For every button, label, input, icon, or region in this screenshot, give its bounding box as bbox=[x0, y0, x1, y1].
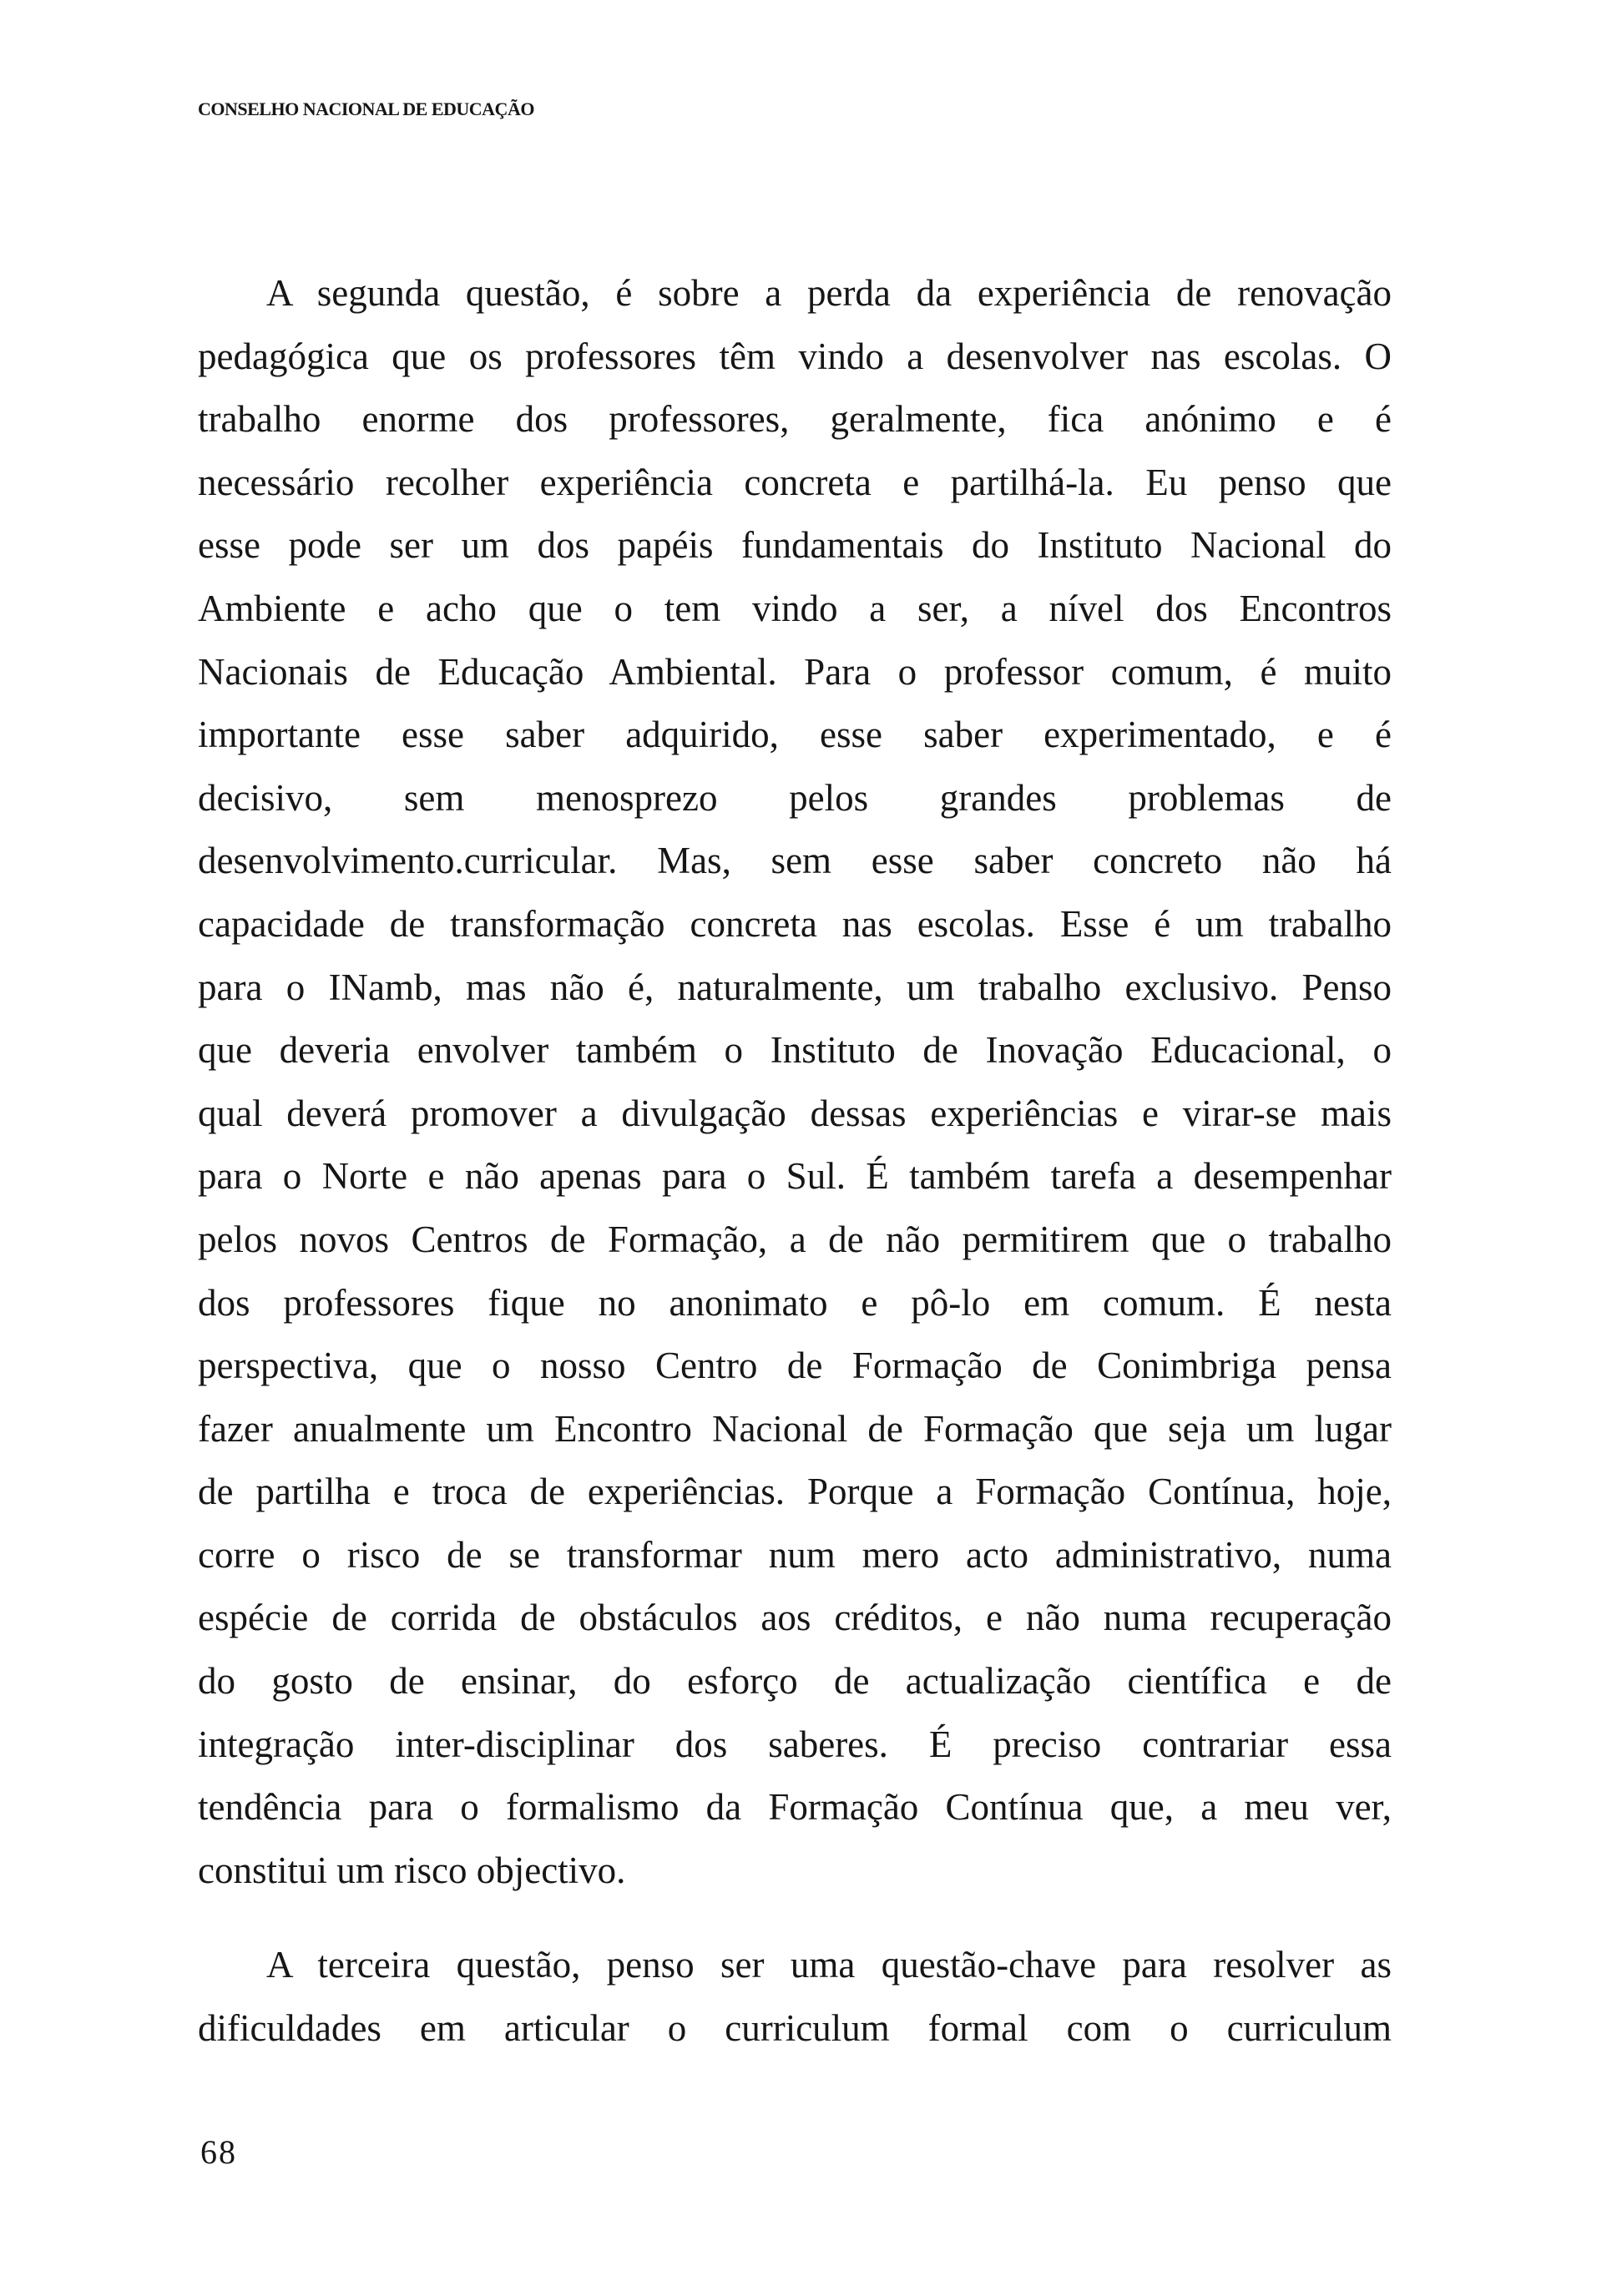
page-number: 68 bbox=[200, 2133, 237, 2171]
text-line: importante esse saber adquirido, esse saber experimentado, e é bbox=[198, 714, 1392, 756]
text-line: integração inter-disciplinar dos saberes. É preciso contrariar essa bbox=[198, 1723, 1392, 1765]
paragraph-second-question bbox=[198, 262, 1392, 1902]
text-line: de partilha e troca de experiências. Porque a Formação Contínua, hoje, bbox=[198, 1471, 1392, 1513]
text-line: A terceira questão, penso ser uma questão-chave para resolver as bbox=[266, 1944, 1392, 1986]
text-line: para o INamb, mas não é, naturalmente, um trabalho exclusivo. Penso bbox=[198, 966, 1392, 1008]
text-line: tendência para o formalismo da Formação Contínua que, a meu ver, bbox=[198, 1786, 1392, 1829]
text-line: para o Norte e não apenas para o Sul. É também tarefa a desempenhar bbox=[198, 1155, 1392, 1198]
text-line: capacidade de transformação concreta nas escolas. Esse é um trabalho bbox=[198, 902, 1392, 945]
text-line: desenvolvimento.curricular. Mas, sem esse saber concreto não há bbox=[198, 840, 1392, 882]
text-line: constitui um risco objectivo. bbox=[198, 1849, 626, 1891]
text-line: que deveria envolver também o Instituto de Inovação Educacional, o bbox=[198, 1029, 1392, 1072]
text-line: necessário recolher experiência concreta e partilhá-la. Eu penso que bbox=[198, 461, 1392, 503]
text-line: dificuldades em articular o curriculum formal com o curriculum bbox=[198, 2006, 1392, 2049]
running-header: CONSELHO NACIONAL DE EDUCAÇÃO bbox=[198, 98, 534, 119]
text-line: do gosto de ensinar, do esforço de actualização científica e de bbox=[198, 1660, 1392, 1703]
text-line: decisivo, sem menosprezo pelos grandes problemas de bbox=[198, 776, 1392, 819]
text-line: dos professores fique no anonimato e pô-lo em comum. É nesta bbox=[198, 1281, 1392, 1324]
text-line: fazer anualmente um Encontro Nacional de Formação que seja um lugar bbox=[198, 1407, 1392, 1450]
paragraph-third-question bbox=[198, 1934, 1392, 2060]
text-line: A segunda questão, é sobre a perda da experiência de renovação bbox=[266, 272, 1392, 314]
text-line: espécie de corrida de obstáculos aos créditos, e não numa recuperação bbox=[198, 1597, 1392, 1639]
text-line: perspectiva, que o nosso Centro de Formação de Conimbriga pensa bbox=[198, 1345, 1392, 1387]
text-line: pelos novos Centros de Formação, a de não permitirem que o trabalho bbox=[198, 1218, 1392, 1260]
text-line: Ambiente e acho que o tem vindo a ser, a nível dos Encontros bbox=[198, 587, 1392, 629]
text-line: qual deverá promover a divulgação dessas experiências e virar-se mais bbox=[198, 1092, 1392, 1134]
text-line: esse pode ser um dos papéis fundamentais do Instituto Nacional do bbox=[198, 524, 1392, 567]
text-line: corre o risco de se transformar num mero acto administrativo, numa bbox=[198, 1533, 1392, 1576]
text-line: Nacionais de Educação Ambiental. Para o professor comum, é muito bbox=[198, 650, 1392, 693]
text-line: trabalho enorme dos professores, geralmente, fica anónimo e é bbox=[198, 398, 1392, 441]
text-line: pedagógica que os professores têm vindo a desenvolver nas escolas. O bbox=[198, 335, 1392, 377]
